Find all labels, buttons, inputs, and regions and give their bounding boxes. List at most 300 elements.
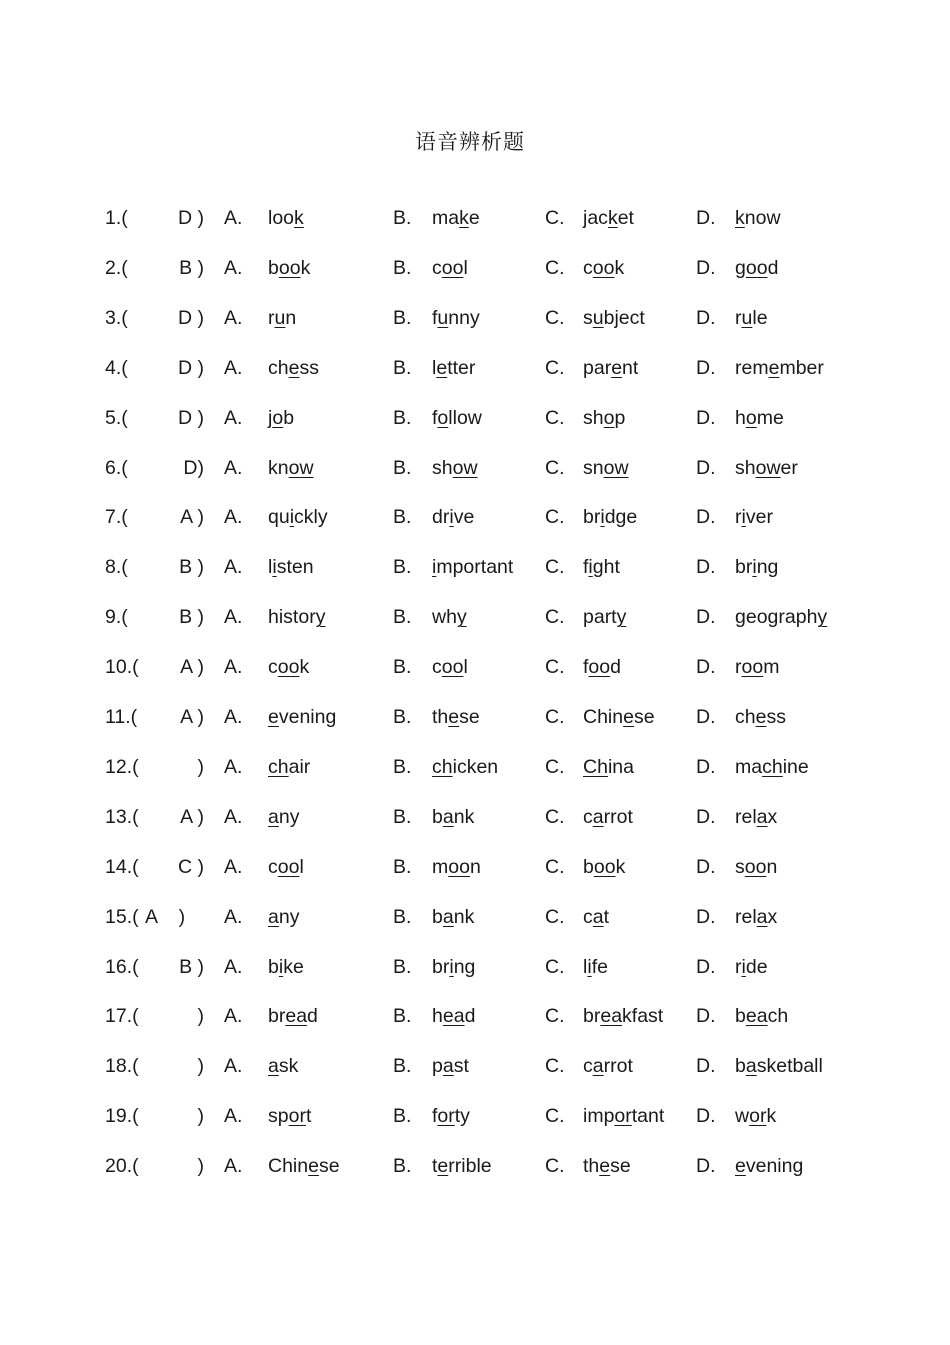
option-label-c: C.: [545, 306, 565, 329]
answer-blank: A ): [180, 506, 204, 529]
underlined-letters: i: [278, 955, 284, 978]
underlined-letters: ea: [285, 1005, 308, 1028]
underlined-letters: u: [592, 306, 604, 329]
underlined-letters: e: [755, 706, 767, 728]
option-word-c: food: [583, 656, 621, 679]
option-label-a: A.: [224, 506, 243, 529]
option-label-d: D.: [696, 556, 716, 579]
option-word-b: terrible: [432, 1155, 492, 1178]
option-label-c: C.: [545, 656, 565, 679]
option-word-c: shop: [583, 406, 626, 429]
question-number: 6.(: [105, 456, 128, 479]
option-label-d: D.: [696, 955, 716, 978]
underlined-letters: a: [592, 805, 604, 828]
underlined-letters: oo: [741, 656, 764, 679]
option-word-a: look: [268, 207, 304, 229]
option-word-b: past: [432, 1055, 469, 1078]
underlined-letters: i: [741, 955, 746, 978]
option-word-d: bring: [735, 556, 779, 579]
option-word-d: geography: [735, 606, 828, 629]
underlined-letters: a: [442, 805, 454, 828]
underlined-letters: i: [449, 506, 454, 529]
option-word-b: drive: [432, 506, 475, 529]
underlined-letters: a: [442, 905, 454, 928]
question-row: [0, 552, 950, 582]
option-word-b: bank: [432, 805, 475, 828]
underlined-letters: oo: [441, 656, 464, 679]
underlined-letters: oo: [277, 855, 300, 878]
answer-blank: A ): [180, 706, 204, 728]
answer-blank: D ): [178, 207, 204, 229]
option-word-a: cool: [268, 855, 304, 878]
option-word-a: chess: [268, 356, 319, 379]
option-word-c: cook: [583, 256, 625, 279]
option-label-c: C.: [545, 506, 565, 529]
option-label-d: D.: [696, 356, 716, 379]
question-number: 12.(: [105, 755, 139, 778]
option-label-a: A.: [224, 256, 243, 279]
option-label-a: A.: [224, 306, 243, 329]
option-word-d: room: [735, 656, 780, 679]
option-label-b: B.: [393, 606, 412, 629]
option-word-a: Chinese: [268, 1155, 340, 1178]
answer-blank: ): [197, 1105, 204, 1128]
underlined-letters: ch: [762, 755, 783, 778]
underlined-letters: ow: [755, 456, 781, 479]
option-label-a: A.: [224, 706, 243, 728]
option-word-d: relax: [735, 905, 778, 928]
underlined-letters: o: [745, 406, 757, 429]
underlined-letters: o: [437, 406, 449, 429]
question-row: [0, 453, 950, 483]
option-label-d: D.: [696, 1105, 716, 1128]
question-row: [0, 852, 950, 882]
option-word-c: party: [583, 606, 627, 629]
underlined-letters: e: [599, 1155, 611, 1178]
option-word-a: bread: [268, 1005, 318, 1028]
underlined-letters: a: [268, 1055, 279, 1078]
option-label-a: A.: [224, 1055, 243, 1078]
question-number: 1.(: [105, 207, 128, 229]
option-label-a: A.: [224, 606, 243, 629]
option-word-d: good: [735, 256, 779, 279]
answer-blank: D ): [178, 356, 204, 379]
underlined-letters: a: [756, 905, 768, 928]
option-word-d: work: [735, 1105, 777, 1128]
option-word-a: book: [268, 256, 311, 279]
option-label-d: D.: [696, 755, 716, 778]
option-label-b: B.: [393, 855, 412, 878]
underlined-letters: ow: [288, 456, 314, 479]
underlined-letters: ch: [268, 755, 289, 778]
question-number: 15.(: [105, 905, 139, 928]
option-word-c: book: [583, 855, 626, 878]
underlined-letters: or: [288, 1105, 306, 1128]
underlined-letters: o: [603, 406, 615, 429]
underlined-letters: e: [768, 356, 780, 379]
option-label-d: D.: [696, 606, 716, 629]
option-word-c: Chinese: [583, 706, 655, 728]
question-number: 20.(: [105, 1155, 139, 1178]
question-row: [0, 1151, 950, 1181]
option-label-b: B.: [393, 755, 412, 778]
option-label-c: C.: [545, 406, 565, 429]
option-label-d: D.: [696, 1055, 716, 1078]
option-label-d: D.: [696, 506, 716, 529]
option-word-c: China: [583, 755, 634, 778]
option-label-c: C.: [545, 1055, 565, 1078]
underlined-letters: k: [735, 207, 745, 229]
underlined-letters: e: [436, 356, 448, 379]
question-row: [0, 802, 950, 832]
option-word-b: these: [432, 706, 480, 728]
option-word-d: shower: [735, 456, 798, 479]
underlined-letters: or: [749, 1105, 767, 1128]
question-number: 14.(: [105, 855, 139, 878]
answer-blank: ): [197, 1155, 204, 1178]
underlined-letters: i: [752, 556, 757, 579]
option-label-c: C.: [545, 1005, 565, 1028]
option-label-b: B.: [393, 556, 412, 579]
option-label-a: A.: [224, 356, 243, 379]
question-number: 3.(: [105, 306, 128, 329]
answer-blank: A ): [145, 905, 186, 928]
option-word-a: listen: [268, 556, 314, 579]
underlined-letters: oo: [592, 256, 615, 279]
option-label-d: D.: [696, 706, 716, 728]
option-label-d: D.: [696, 456, 716, 479]
option-word-a: evening: [268, 706, 337, 728]
underlined-letters: i: [587, 955, 592, 978]
question-number: 18.(: [105, 1055, 139, 1078]
underlined-letters: i: [289, 506, 295, 529]
underlined-letters: a: [592, 905, 604, 928]
underlined-letters: k: [459, 207, 469, 229]
question-row: [0, 203, 950, 233]
option-word-b: bring: [432, 955, 476, 978]
option-label-d: D.: [696, 656, 716, 679]
underlined-letters: oo: [441, 256, 464, 279]
question-number: 10.(: [105, 656, 139, 679]
option-label-d: D.: [696, 207, 716, 229]
option-word-b: forty: [432, 1105, 470, 1128]
option-word-c: cat: [583, 905, 610, 928]
underlined-letters: ow: [452, 456, 478, 479]
option-label-c: C.: [545, 805, 565, 828]
option-label-b: B.: [393, 1105, 412, 1128]
option-word-b: follow: [432, 406, 482, 429]
option-word-d: chess: [735, 706, 786, 728]
option-label-c: C.: [545, 905, 565, 928]
underlined-letters: i: [600, 506, 605, 529]
answer-blank: ): [197, 755, 204, 778]
question-row: [0, 1001, 950, 1031]
underlined-letters: y: [616, 606, 627, 629]
question-row: [0, 702, 950, 732]
answer-blank: D ): [178, 306, 204, 329]
option-word-a: bike: [268, 955, 304, 978]
option-word-b: moon: [432, 855, 481, 878]
option-label-b: B.: [393, 805, 412, 828]
underlined-letters: u: [274, 306, 286, 329]
option-word-d: relax: [735, 805, 778, 828]
option-word-d: river: [735, 506, 773, 529]
answer-blank: ): [197, 1005, 204, 1028]
option-label-d: D.: [696, 256, 716, 279]
option-word-d: machine: [735, 755, 809, 778]
underlined-letters: e: [623, 706, 634, 728]
option-word-d: home: [735, 406, 784, 429]
option-word-b: make: [432, 207, 480, 229]
underlined-letters: a: [268, 905, 279, 928]
option-label-a: A.: [224, 805, 243, 828]
underlined-letters: oo: [744, 855, 767, 878]
option-word-c: carrot: [583, 805, 633, 828]
option-label-d: D.: [696, 1005, 716, 1028]
option-word-d: remember: [735, 356, 824, 379]
question-number: 11.(: [105, 706, 138, 728]
option-word-b: bank: [432, 905, 475, 928]
underlined-letters: e: [288, 356, 300, 379]
underlined-letters: or: [437, 1105, 455, 1128]
option-label-a: A.: [224, 406, 243, 429]
option-label-a: A.: [224, 955, 243, 978]
option-word-c: bridge: [583, 506, 638, 529]
question-row: [0, 253, 950, 283]
underlined-letters: e: [735, 1155, 746, 1178]
option-word-a: history: [268, 606, 326, 629]
underlined-letters: e: [308, 1155, 319, 1178]
underlined-letters: e: [448, 706, 460, 728]
option-word-b: important: [432, 556, 514, 579]
option-label-a: A.: [224, 905, 243, 928]
option-word-d: ride: [735, 955, 768, 978]
underlined-letters: y: [315, 606, 326, 629]
option-label-b: B.: [393, 955, 412, 978]
option-word-b: show: [432, 456, 478, 479]
question-number: 16.(: [105, 955, 139, 978]
underlined-letters: a: [756, 805, 768, 828]
underlined-letters: i: [449, 955, 454, 978]
option-label-d: D.: [696, 905, 716, 928]
option-word-a: know: [268, 456, 314, 479]
question-row: [0, 1051, 950, 1081]
option-label-b: B.: [393, 905, 412, 928]
option-label-a: A.: [224, 855, 243, 878]
option-label-d: D.: [696, 1155, 716, 1178]
question-number: 9.(: [105, 606, 128, 629]
option-word-c: parent: [583, 356, 639, 379]
option-label-b: B.: [393, 306, 412, 329]
underlined-letters: ch: [432, 755, 453, 778]
question-number: 13.(: [105, 805, 139, 828]
underlined-letters: ow: [603, 456, 629, 479]
question-row: [0, 602, 950, 632]
question-number: 4.(: [105, 356, 128, 379]
option-label-b: B.: [393, 706, 412, 728]
underlined-letters: a: [592, 1055, 604, 1078]
question-row: [0, 353, 950, 383]
answer-blank: A ): [180, 805, 204, 828]
option-label-b: B.: [393, 656, 412, 679]
option-label-b: B.: [393, 1055, 412, 1078]
option-word-b: head: [432, 1005, 476, 1028]
question-number: 17.(: [105, 1005, 139, 1028]
option-word-d: beach: [735, 1005, 789, 1028]
option-label-c: C.: [545, 955, 565, 978]
question-row: [0, 502, 950, 532]
option-label-c: C.: [545, 1105, 565, 1128]
option-word-b: cool: [432, 656, 468, 679]
underlined-letters: i: [588, 556, 593, 579]
answer-blank: B ): [179, 955, 204, 978]
option-label-a: A.: [224, 207, 243, 229]
answer-blank: B ): [179, 256, 204, 279]
question-number: 19.(: [105, 1105, 139, 1128]
option-label-b: B.: [393, 356, 412, 379]
option-word-a: quickly: [268, 506, 328, 529]
answer-blank: C ): [178, 855, 204, 878]
question-row: [0, 303, 950, 333]
question-row: [0, 1101, 950, 1131]
option-label-a: A.: [224, 755, 243, 778]
option-label-c: C.: [545, 606, 565, 629]
underlined-letters: ea: [745, 1005, 768, 1028]
option-label-a: A.: [224, 556, 243, 579]
option-label-b: B.: [393, 207, 412, 229]
underlined-letters: i: [741, 506, 746, 529]
option-word-d: soon: [735, 855, 778, 878]
option-word-a: chair: [268, 755, 311, 778]
option-word-a: run: [268, 306, 297, 329]
option-label-a: A.: [224, 1155, 243, 1178]
option-word-b: funny: [432, 306, 480, 329]
option-label-b: B.: [393, 256, 412, 279]
answer-blank: D): [183, 456, 204, 479]
underlined-letters: e: [437, 1155, 449, 1178]
underlined-letters: oo: [593, 855, 616, 878]
question-row: [0, 902, 950, 932]
option-label-b: B.: [393, 506, 412, 529]
underlined-letters: oo: [745, 256, 768, 279]
question-row: [0, 752, 950, 782]
page-title: 语音辨析题: [415, 130, 525, 154]
option-word-a: ask: [268, 1055, 299, 1078]
underlined-letters: ea: [600, 1005, 623, 1028]
option-word-c: breakfast: [583, 1005, 664, 1028]
underlined-letters: or: [614, 1105, 632, 1128]
underlined-letters: oo: [277, 656, 300, 679]
option-label-a: A.: [224, 456, 243, 479]
underlined-letters: a: [442, 1055, 454, 1078]
option-word-b: chicken: [432, 755, 499, 778]
answer-blank: A ): [180, 656, 204, 679]
option-word-c: carrot: [583, 1055, 633, 1078]
underlined-letters: ea: [442, 1005, 465, 1028]
option-word-a: any: [268, 805, 300, 828]
underlined-letters: i: [272, 556, 277, 579]
option-word-b: cool: [432, 256, 468, 279]
option-label-d: D.: [696, 306, 716, 329]
underlined-letters: o: [272, 406, 284, 429]
underlined-letters: e: [611, 356, 623, 379]
underlined-letters: u: [741, 306, 753, 329]
underlined-letters: Ch: [583, 755, 608, 778]
answer-blank: B ): [179, 556, 204, 579]
option-label-a: A.: [224, 656, 243, 679]
option-word-a: any: [268, 905, 300, 928]
question-number: 5.(: [105, 406, 128, 429]
option-label-c: C.: [545, 706, 565, 728]
option-label-c: C.: [545, 456, 565, 479]
option-word-a: sport: [268, 1105, 312, 1128]
underlined-letters: oo: [588, 656, 611, 679]
option-label-b: B.: [393, 456, 412, 479]
underlined-letters: k: [607, 207, 618, 229]
underlined-letters: k: [294, 207, 304, 229]
option-label-c: C.: [545, 356, 565, 379]
option-label-b: B.: [393, 1005, 412, 1028]
option-label-a: A.: [224, 1005, 243, 1028]
option-word-d: rule: [735, 306, 768, 329]
option-word-c: subject: [583, 306, 645, 329]
underlined-letters: u: [437, 306, 449, 329]
question-row: [0, 652, 950, 682]
option-label-d: D.: [696, 406, 716, 429]
question-number: 7.(: [105, 506, 128, 529]
option-word-c: fight: [583, 556, 620, 579]
option-word-b: why: [432, 606, 467, 629]
answer-blank: D ): [178, 406, 204, 429]
option-word-c: jacket: [583, 207, 634, 229]
answer-blank: ): [197, 1055, 204, 1078]
option-word-c: snow: [583, 456, 629, 479]
option-word-c: life: [583, 955, 608, 978]
option-label-b: B.: [393, 406, 412, 429]
option-word-d: know: [735, 207, 781, 229]
option-word-c: these: [583, 1155, 631, 1178]
option-label-b: B.: [393, 1155, 412, 1178]
option-word-c: important: [583, 1105, 665, 1128]
option-word-a: cook: [268, 656, 310, 679]
option-label-c: C.: [545, 556, 565, 579]
option-label-a: A.: [224, 1105, 243, 1128]
underlined-letters: a: [745, 1055, 757, 1078]
option-label-c: C.: [545, 1155, 565, 1178]
answer-blank: B ): [179, 606, 204, 629]
underlined-letters: oo: [448, 855, 470, 878]
question-row: [0, 952, 950, 982]
option-label-c: C.: [545, 755, 565, 778]
option-word-d: basketball: [735, 1055, 823, 1078]
underlined-letters: y: [817, 606, 828, 629]
question-number: 2.(: [105, 256, 128, 279]
option-word-b: letter: [432, 356, 476, 379]
option-word-a: job: [268, 406, 295, 429]
underlined-letters: a: [268, 805, 279, 828]
underlined-letters: y: [456, 606, 467, 629]
question-number: 8.(: [105, 556, 128, 579]
option-label-d: D.: [696, 805, 716, 828]
question-row: [0, 403, 950, 433]
option-label-d: D.: [696, 855, 716, 878]
option-label-c: C.: [545, 207, 565, 229]
option-word-d: evening: [735, 1155, 804, 1178]
underlined-letters: e: [268, 706, 279, 728]
underlined-letters: oo: [278, 256, 301, 279]
option-label-c: C.: [545, 855, 565, 878]
underlined-letters: i: [432, 556, 437, 579]
